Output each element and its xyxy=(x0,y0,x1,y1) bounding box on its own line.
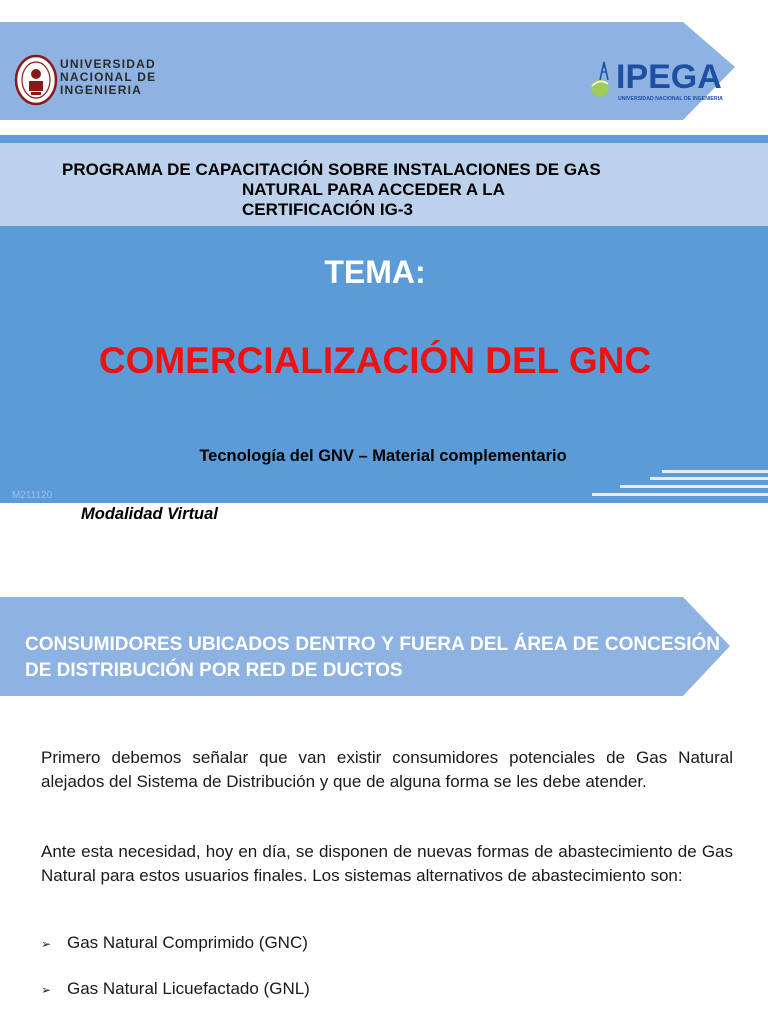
section-title: CONSUMIDORES UBICADOS DENTRO Y FUERA DEL ÁREA DE CONCESIÓN DE DISTRIBUCIÓN POR RED DE DUCTOS xyxy=(25,634,720,681)
ipega-name: IPEGA xyxy=(616,58,722,96)
tema-label: TEMA: xyxy=(324,254,426,290)
slide-code: M211120 xyxy=(12,490,53,501)
university-seal-icon xyxy=(14,54,58,106)
paragraph: Ante esta necesidad, hoy en día, se disponen de nuevas formas de abastecimiento de Gas Natural para estos usuarios finales. Los sistemas alternativos de abastecimiento son: xyxy=(41,842,733,885)
decorative-line xyxy=(662,470,768,473)
ipega-tagline: UNIVERSIDAD NACIONAL DE INGENIERIA xyxy=(618,96,723,102)
list-item: ➢ Gas Natural Licuefactado (GNL) xyxy=(41,979,310,998)
paragraph: Primero debemos señalar que van existir consumidores potenciales de Gas Natural alejados del Sistema de Distribución y que de alguna forma se les debe atender. xyxy=(41,748,733,791)
arrow-bullet-icon: ➢ xyxy=(41,937,52,951)
modality-label: Modalidad Virtual xyxy=(81,505,218,523)
decorative-line xyxy=(620,485,768,488)
university-name: UNIVERSIDAD NACIONAL DE INGENIERIA xyxy=(60,57,157,97)
main-title: COMERCIALIZACIÓN DEL GNC xyxy=(98,340,652,381)
subtitle: Tecnología del GNV – Material complementario xyxy=(199,447,567,465)
list-item: ➢ Gas Natural Comprimido (GNC) xyxy=(41,933,308,952)
decorative-line xyxy=(650,477,768,480)
program-title: PROGRAMA DE CAPACITACIÓN SOBRE INSTALACIONES DE GAS NATURAL PARA ACCEDER A LA CERTIFICACIÓN IG-3 xyxy=(62,160,601,219)
divider-strip xyxy=(0,135,768,143)
ipega-logo xyxy=(586,56,746,104)
decorative-line xyxy=(592,493,768,496)
arrow-bullet-icon: ➢ xyxy=(41,983,52,997)
